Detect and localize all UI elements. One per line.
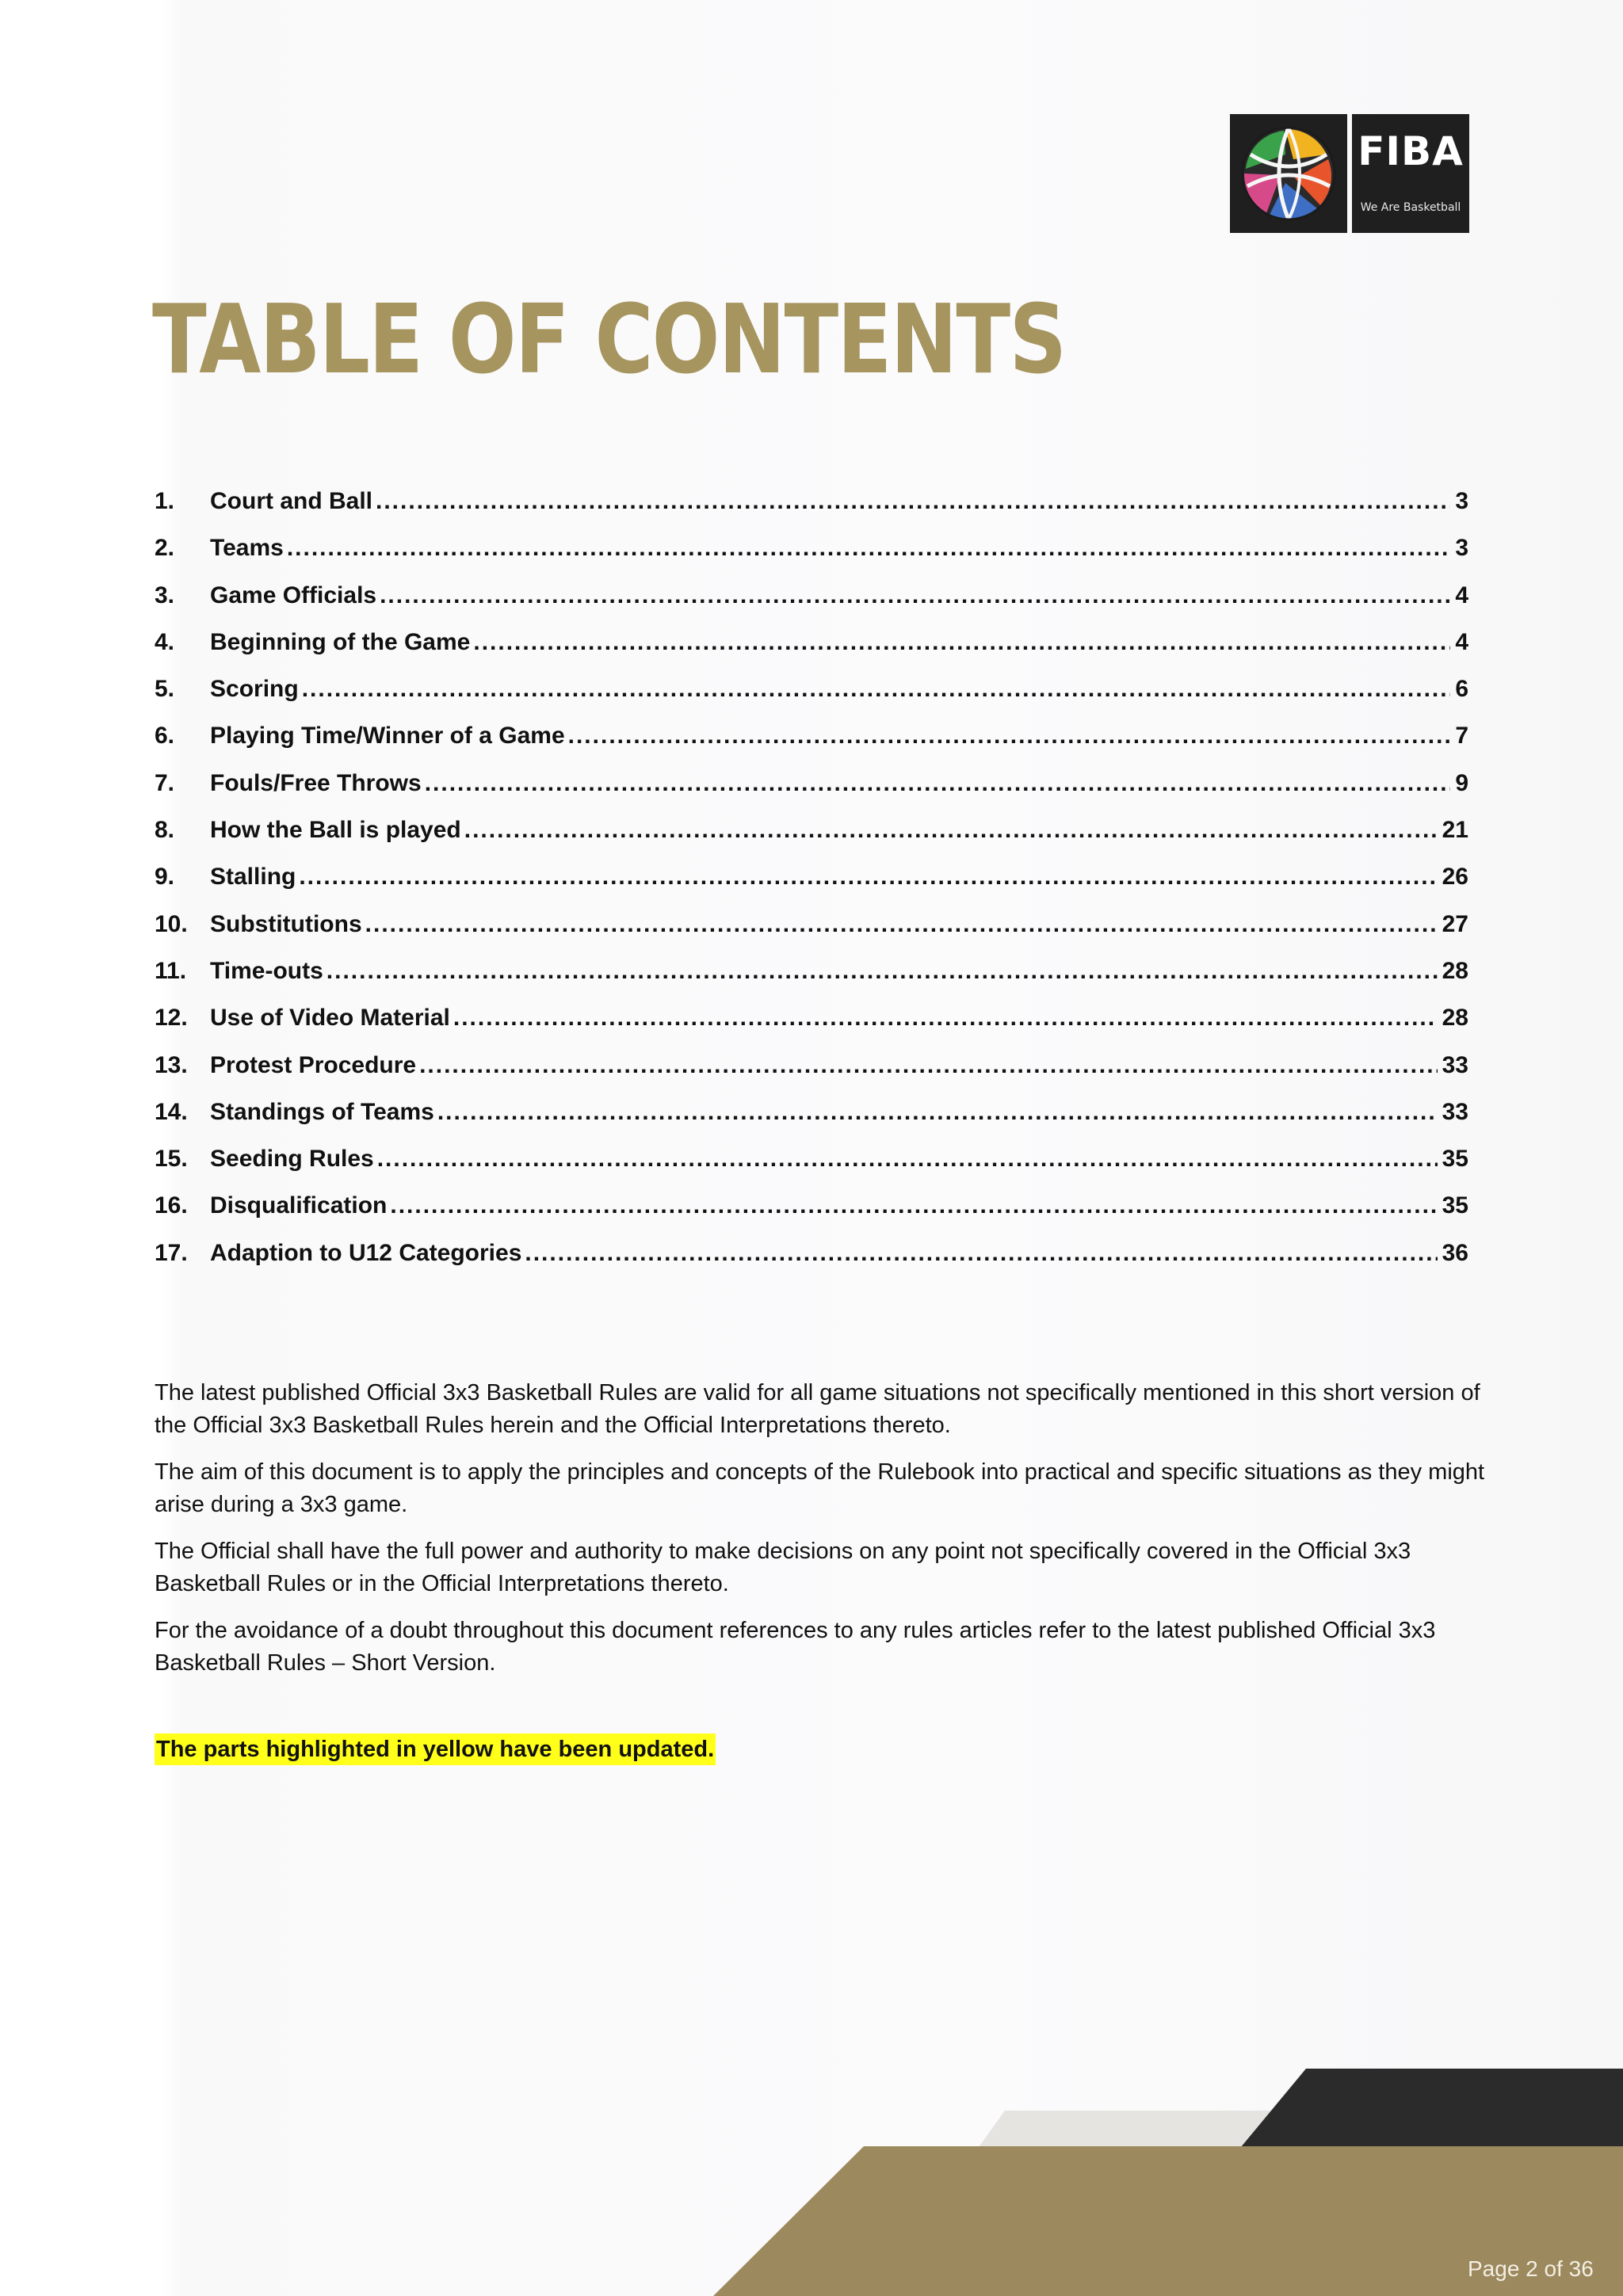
toc-entry-title: Time-outs xyxy=(210,957,323,984)
toc-entry-title: Game Officials xyxy=(210,582,377,608)
toc-entry-page: 3 xyxy=(1455,535,1468,562)
toc-entry-number: 1. xyxy=(155,488,175,514)
toc-entry-number: 14. xyxy=(155,1098,188,1125)
toc-entry-title: Seeding Rules xyxy=(210,1146,374,1173)
toc-entry-page: 35 xyxy=(1442,1192,1468,1219)
toc-entry-page: 3 xyxy=(1455,488,1468,514)
toc-entry-title: Court and Ball xyxy=(210,488,373,514)
toc-entry-page: 35 xyxy=(1442,1146,1468,1173)
toc-entry-page: 28 xyxy=(1442,957,1468,984)
toc-entry-page: 36 xyxy=(1442,1239,1468,1266)
toc-entry-page: 9 xyxy=(1455,769,1468,796)
toc-entry-number: 10. xyxy=(155,910,188,937)
highlight-note: The parts highlighted in yellow have been updated. xyxy=(155,1733,716,1765)
toc-entry-number: 16. xyxy=(155,1192,188,1219)
page-title: TABLE OF CONTENTS xyxy=(152,285,1066,395)
toc-entry-number: 17. xyxy=(155,1239,188,1266)
toc-entry-number: 2. xyxy=(155,535,175,562)
toc-entry-number: 15. xyxy=(155,1146,188,1173)
intro-paragraph: For the avoidance of a doubt throughout this document references to any rules articles refer to the latest published Official 3x3 Basketball Rules – Short Version. xyxy=(155,1618,1436,1676)
toc-entry-number: 12. xyxy=(155,1005,188,1032)
toc-entry-page: 33 xyxy=(1442,1051,1468,1078)
toc-entry-title: Scoring xyxy=(210,676,299,703)
toc-entry-title: How the Ball is played xyxy=(210,817,461,844)
toc-entry-page: 26 xyxy=(1442,864,1468,891)
toc-entry-number: 11. xyxy=(155,957,187,984)
toc-entry-page: 33 xyxy=(1442,1098,1468,1125)
toc-entry-page: 7 xyxy=(1455,723,1468,749)
toc-entry-page: 28 xyxy=(1442,1005,1468,1032)
intro-paragraph: The latest published Official 3x3 Basketball Rules are valid for all game situations not specifically mentioned in this short version of the Official 3x3 Basketball Rules herein and the Official Interpretations thereto. xyxy=(155,1380,1480,1438)
toc-entry-number: 6. xyxy=(155,723,175,749)
toc-entry-page: 6 xyxy=(1455,676,1468,703)
intro-paragraph: The Official shall have the full power and authority to make decisions on any point not specifically covered in the Official 3x3 Basketball Rules or in the Official Interpretations thereto. xyxy=(155,1539,1411,1596)
toc-entry-title: Stalling xyxy=(210,864,296,891)
logo-tagline: We Are Basketball xyxy=(1360,201,1461,214)
toc-entry-number: 5. xyxy=(155,676,175,703)
toc-entry-number: 3. xyxy=(155,582,175,608)
toc-entry-title: Fouls/Free Throws xyxy=(210,769,422,796)
toc-entry-number: 13. xyxy=(155,1051,188,1078)
toc-entry-title: Substitutions xyxy=(210,910,362,937)
toc-entry-title: Use of Video Material xyxy=(210,1005,450,1032)
toc-entry-number: 4. xyxy=(155,628,175,655)
page-number: Page 2 of 36 xyxy=(1468,2256,1594,2281)
toc-entry-title: Standings of Teams xyxy=(210,1098,434,1125)
logo-name: FIBA xyxy=(1358,128,1464,174)
toc-entry-title: Disqualification xyxy=(210,1192,388,1219)
toc-entry-page: 4 xyxy=(1455,582,1468,608)
toc-entry-title: Teams xyxy=(210,535,284,562)
toc-entry-number: 7. xyxy=(155,769,175,796)
toc-entry-page: 27 xyxy=(1442,910,1468,937)
toc-entry-title: Adaption to U12 Categories xyxy=(210,1239,522,1266)
toc-entry-title: Protest Procedure xyxy=(210,1051,417,1078)
intro-paragraph: The aim of this document is to apply the principles and concepts of the Rulebook into practical and specific situations as they might arise during a 3x3 game. xyxy=(155,1459,1485,1517)
toc-entry-number: 9. xyxy=(155,864,175,891)
toc-entry-title: Beginning of the Game xyxy=(210,628,471,655)
toc-entry-title: Playing Time/Winner of a Game xyxy=(210,723,565,749)
toc-entry-page: 4 xyxy=(1455,628,1468,655)
toc-entry-number: 8. xyxy=(155,817,175,844)
toc-entry-page: 21 xyxy=(1442,817,1468,844)
